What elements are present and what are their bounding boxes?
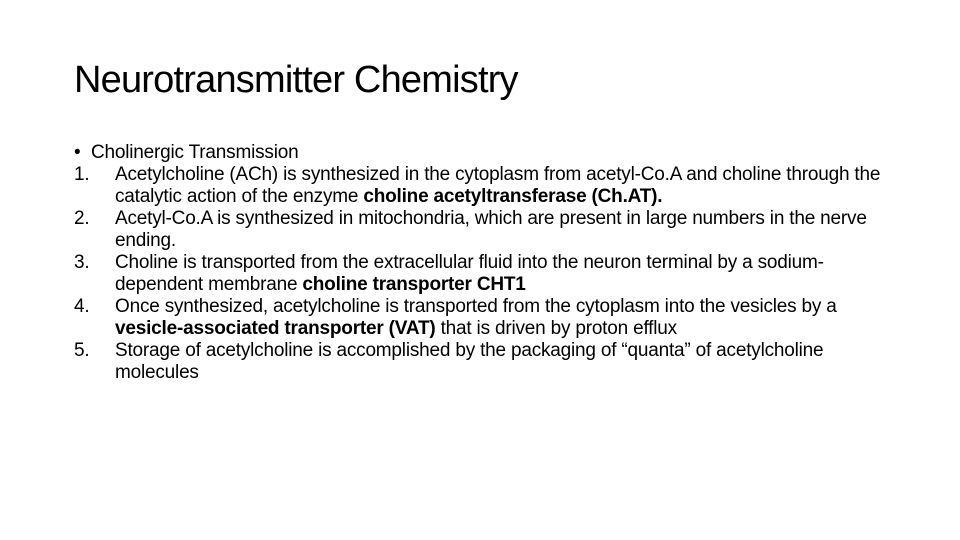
list-item-number: 5. (74, 340, 90, 361)
text-segment: that is driven by proton efflux (435, 318, 677, 339)
list-item-text (115, 164, 894, 208)
list-item-text (115, 252, 894, 296)
slide-content (74, 142, 894, 384)
bold-term: vesicle-associated transporter (VAT) (115, 318, 436, 339)
numbered-list (74, 164, 894, 384)
bullet-heading (74, 142, 894, 164)
list-item-number: 1. (74, 164, 90, 185)
list-item (74, 340, 894, 384)
list-item (74, 296, 894, 340)
list-item-number: 3. (74, 252, 90, 273)
list-item-text (115, 208, 894, 252)
text-segment: Acetyl-Co.A is synthesized in mitochondria, which are present in large numbers in the nerve ending. (115, 208, 867, 251)
slide-title: Neurotransmitter Chemistry (74, 59, 518, 101)
text-segment: Once synthesized, acetylcholine is transported from the cytoplasm into the vesicles by a (115, 296, 837, 317)
list-item-number: 2. (74, 208, 90, 229)
bold-term: choline acetyltransferase (Ch.AT). (363, 186, 663, 207)
text-segment: Acetylcholine (ACh) is synthesized in the cytoplasm from acetyl-Co.A and choline through the catalytic action of the enzyme (115, 164, 881, 207)
list-item-text (115, 340, 894, 384)
bullet-heading-text: Cholinergic Transmission (91, 142, 299, 163)
list-item (74, 208, 894, 252)
text-segment: Storage of acetylcholine is accomplished by the packaging of “quanta” of acetylcholine molecules (115, 340, 824, 383)
list-item-text (115, 296, 894, 340)
bullet-marker: • (74, 142, 81, 163)
list-item (74, 164, 894, 208)
text-segment: Choline is transported from the extracellular fluid into the neuron terminal by a sodium-dependent membrane (115, 252, 824, 295)
list-item (74, 252, 894, 296)
list-item-number: 4. (74, 296, 90, 317)
bold-term: choline transporter CHT1 (302, 274, 526, 295)
